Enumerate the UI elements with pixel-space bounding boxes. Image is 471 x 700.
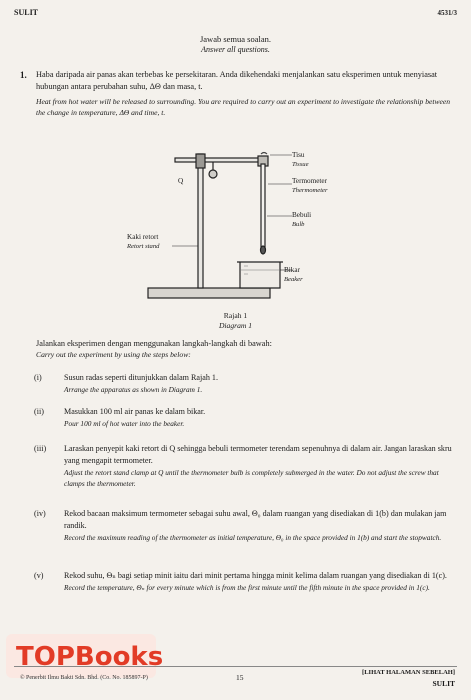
question-english: Heat from hot water will be released to surrounding. You are required to carry out an experiment to investigate the relationship between the change in temperature, ΔΘ and time, t.	[36, 97, 451, 117]
retort-base	[148, 288, 270, 298]
step-5: (v) Rekod suhu, Θₙ bagi setiap minit iaitu dari minit pertama hingga minit kelima dalam ruangan yang disediakan di 1(c). Record the temperature, Θₙ for every minute which is from the first minute until the fifth minute in the space provided in 1(c).	[34, 571, 447, 592]
step-3: (iii) Laraskan penyepit kaki retort di Q sehingga bebuli termometer terendam sepenuhnya di dalam air. Jangan laraskan skru yang mengapit termometer. Adjust the retort stand clamp at Q until the thermometer bulb is completely submerged in the water. Do not adjust the screw that clamps the thermometer.	[34, 444, 452, 488]
clamp-arm	[175, 158, 265, 162]
steps-intro-malay: Jalankan eksperimen dengan menggunakan langkah-langkah di bawah:	[36, 339, 272, 348]
footer-next-page: [LIHAT HALAMAN SEBELAH]	[362, 669, 455, 676]
step-2: (ii) Masukkan 100 ml air panas ke dalam bikar. Pour 100 ml of hot water into the beaker.	[34, 407, 206, 428]
header-sulit: SULIT	[14, 8, 39, 17]
label-tissue: Tisu Tissue	[292, 151, 309, 168]
page-footer	[14, 666, 457, 693]
apparatus-diagram	[120, 150, 350, 310]
label-beaker: Bikar Beaker	[284, 266, 303, 283]
step-4: (iv) Rekod bacaan maksimum termometer sebagai suhu awal, Θ₀ dalam ruangan yang disediakan di 1(b) dan mulakan jam randik. Record the maximum reading of the thermometer as initial temperature, Θ₀ in the space provided in 1(b) and start the stopwatch.	[34, 509, 447, 542]
retort-rod	[198, 154, 203, 288]
clamp-q	[209, 170, 217, 178]
thermometer-bulb	[261, 246, 266, 254]
diagram-caption: Rajah 1 Diagram 1	[218, 311, 253, 330]
header-code: 4531/3	[437, 9, 457, 17]
step-1: (i) Susun radas seperti ditunjukkan dalam Rajah 1. Arrange the apparatus as shown in Diagram 1.	[34, 373, 218, 394]
instruction-malay: Jawab semua soalan.	[199, 34, 272, 44]
thermometer	[261, 164, 265, 248]
footer-page-number: 15	[236, 673, 244, 682]
footer-sulit: SULIT	[432, 679, 455, 688]
label-q: Q	[178, 177, 184, 185]
footer-publisher: © Penerbit Ilmu Bakti Sdn. Bhd. (Co. No. 185897-P)	[20, 675, 148, 681]
steps-intro-english: Carry out the experiment by using the steps below:	[36, 350, 191, 359]
logo-text: TOPBooks	[16, 642, 164, 672]
question-malay: Haba daripada air panas akan terbebas ke persekitaran. Anda dikehendaki menjalankan satu eksperimen untuk menyiasat hubungan antara perubahan suhu, ΔΘ dan masa, t.	[36, 70, 438, 91]
label-retort-stand: Kaki retort Retort stand	[127, 233, 160, 250]
label-thermometer: Termometer Thermometer	[292, 177, 328, 194]
question-number: 1.	[20, 70, 27, 80]
instruction-english: Answer all questions.	[201, 45, 270, 54]
label-bulb: Bebuli Bulb	[292, 211, 312, 228]
boss-head	[196, 154, 205, 168]
